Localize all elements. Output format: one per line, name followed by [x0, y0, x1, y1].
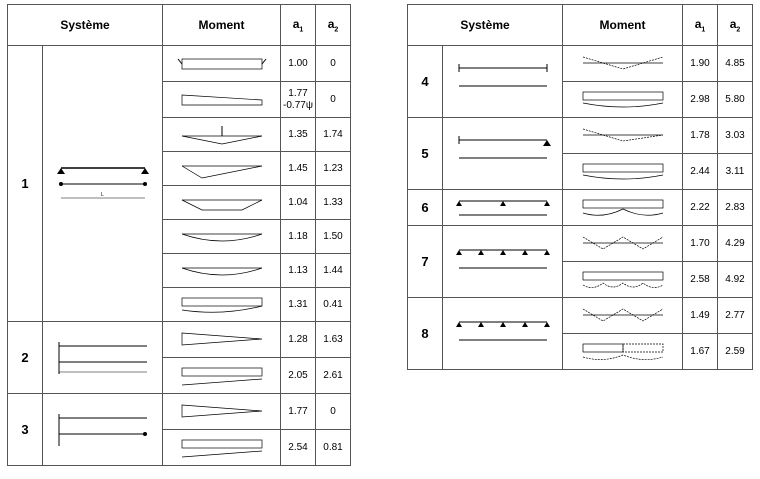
moment-diagram: [163, 394, 281, 430]
table-row: [408, 226, 753, 262]
moment-diagram: [163, 82, 281, 118]
moment-diagram: [563, 334, 683, 370]
a1-value: 1.28: [281, 322, 316, 358]
a2-value: 0: [316, 46, 351, 82]
a2-value: 1.63: [316, 322, 351, 358]
header-row: [8, 5, 351, 46]
header-moment: Moment: [563, 5, 683, 46]
a2-value: 4.92: [718, 262, 753, 298]
a1-value: 1.90: [683, 46, 718, 82]
a1-value: 1.78: [683, 118, 718, 154]
system-number: 7: [408, 226, 443, 298]
span-label: L: [100, 191, 104, 198]
moment-diagram: [163, 254, 281, 288]
a2-value: 1.50: [316, 220, 351, 254]
moment-diagram: [563, 190, 683, 226]
a1-value: 1.35: [281, 118, 316, 152]
moment-diagram: [563, 118, 683, 154]
moment-diagram: [563, 262, 683, 298]
system-number: 8: [408, 298, 443, 370]
a2-value: 4.29: [718, 226, 753, 262]
table-row: [8, 46, 351, 82]
a1-value: 1.77 -0.77ψ: [281, 82, 316, 118]
moment-diagram: [163, 152, 281, 186]
moment-diagram: [563, 154, 683, 190]
system-number: 5: [408, 118, 443, 190]
table-row: [408, 190, 753, 226]
a1-value: 1.04: [281, 186, 316, 220]
moment-diagram: [163, 186, 281, 220]
a1-value: 1.70: [683, 226, 718, 262]
a2-value: 4.85: [718, 46, 753, 82]
header-moment: Moment: [163, 5, 281, 46]
table-row: [408, 298, 753, 334]
system-diagram: [443, 226, 563, 298]
a2-value: 3.03: [718, 118, 753, 154]
a1-value: 1.31: [281, 288, 316, 322]
a1-value: 1.67: [683, 334, 718, 370]
system-number: 2: [8, 322, 43, 394]
system-diagram: [443, 298, 563, 370]
moment-diagram: [163, 220, 281, 254]
header-a2: $a_2$: [316, 5, 351, 46]
moment-diagram: [163, 46, 281, 82]
a1-value: 1.77: [281, 394, 316, 430]
header-row: [408, 5, 753, 46]
table-row: [8, 394, 351, 430]
table-row: [8, 322, 351, 358]
header-systeme: Système: [408, 5, 563, 46]
right-table: [407, 4, 753, 370]
a2-value: 0.81: [316, 430, 351, 466]
moment-diagram: [563, 298, 683, 334]
system-number: 4: [408, 46, 443, 118]
system-diagram: [443, 118, 563, 190]
a1-value: 1.45: [281, 152, 316, 186]
system-diagram: [443, 190, 563, 226]
moment-diagram: [163, 430, 281, 466]
moment-diagram: [163, 358, 281, 394]
a2-value: 1.74: [316, 118, 351, 152]
a2-value: 0: [316, 82, 351, 118]
system-diagram: [43, 46, 163, 322]
a2-value: 3.11: [718, 154, 753, 190]
moment-diagram: [563, 226, 683, 262]
moment-diagram: [163, 288, 281, 322]
a1-value: 2.54: [281, 430, 316, 466]
a1-value: 2.58: [683, 262, 718, 298]
system-number: 3: [8, 394, 43, 466]
system-diagram: [43, 394, 163, 466]
header-a2: $a_2$: [718, 5, 753, 46]
a1-value: 2.05: [281, 358, 316, 394]
a2-value: 5.80: [718, 82, 753, 118]
a2-value: 1.44: [316, 254, 351, 288]
a1-value: 1.13: [281, 254, 316, 288]
a1-value: 1.18: [281, 220, 316, 254]
a2-value: 0.41: [316, 288, 351, 322]
a2-value: 0: [316, 394, 351, 430]
a2-value: 2.59: [718, 334, 753, 370]
a2-value: 1.23: [316, 152, 351, 186]
a1-value: 2.22: [683, 190, 718, 226]
a1-value: 2.44: [683, 154, 718, 190]
header-a1: $a_1$: [683, 5, 718, 46]
a2-value: 1.33: [316, 186, 351, 220]
a2-value: 2.61: [316, 358, 351, 394]
a1-value: 1.49: [683, 298, 718, 334]
system-number: 6: [408, 190, 443, 226]
a2-value: 2.77: [718, 298, 753, 334]
system-number: 1: [8, 46, 43, 322]
header-systeme: Système: [8, 5, 163, 46]
moment-diagram: [563, 46, 683, 82]
a2-value: 2.83: [718, 190, 753, 226]
system-diagram: [43, 322, 163, 394]
a1-value: 2.98: [683, 82, 718, 118]
system-diagram: [443, 46, 563, 118]
moment-diagram: [563, 82, 683, 118]
moment-diagram: [163, 118, 281, 152]
header-a1: $a_1$: [281, 5, 316, 46]
left-table: [7, 4, 351, 466]
moment-diagram: [163, 322, 281, 358]
table-row: [408, 46, 753, 82]
a1-value: 1.00: [281, 46, 316, 82]
table-row: [408, 118, 753, 154]
